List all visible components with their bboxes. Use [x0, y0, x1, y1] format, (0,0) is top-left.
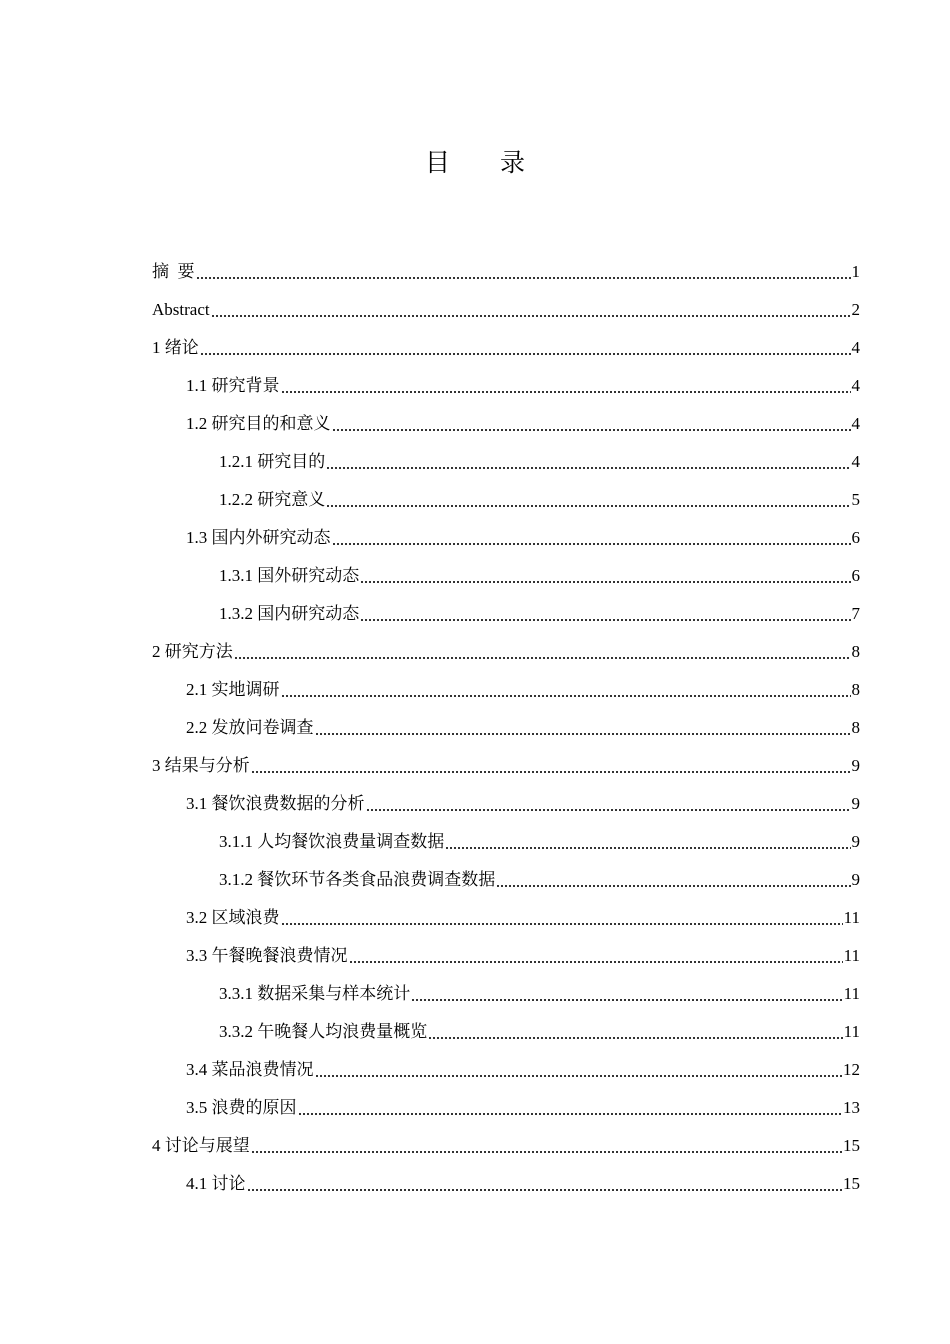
toc-leader-dots	[196, 277, 851, 279]
toc-entry-label: 1.1 研究背景	[186, 376, 280, 395]
toc-entry-label: 3.2 区域浪费	[186, 908, 280, 927]
toc-leader-dots	[411, 999, 842, 1001]
toc-entry-label: 3.1.2 餐饮环节各类食品浪费调查数据	[219, 870, 496, 889]
toc-entry-page: 4	[851, 452, 860, 471]
toc-leader-dots	[211, 315, 851, 317]
toc-entry-page: 13	[843, 1098, 860, 1117]
toc-leader-dots	[247, 1189, 843, 1191]
toc-entry-page: 11	[843, 984, 860, 1003]
toc-entry[interactable]	[152, 823, 860, 861]
toc-entry[interactable]	[152, 899, 860, 937]
toc-entry-label: 2.1 实地调研	[186, 680, 280, 699]
toc-entry-page: 11	[843, 1022, 860, 1041]
toc-entry[interactable]	[152, 1165, 860, 1203]
toc-entry-page: 2	[851, 300, 860, 319]
toc-leader-dots	[360, 581, 850, 583]
toc-entry[interactable]	[152, 1127, 860, 1165]
toc-leader-dots	[332, 543, 851, 545]
toc-entry-label: 3.1 餐饮浪费数据的分析	[186, 794, 365, 813]
toc-entry-page: 9	[851, 832, 860, 851]
page-title-char-2: 录	[500, 150, 526, 177]
toc-entry-page: 11	[843, 946, 860, 965]
toc-entry-page: 8	[851, 680, 860, 699]
toc-leader-dots	[445, 847, 850, 849]
toc-entry[interactable]	[152, 367, 860, 405]
toc-entry-page: 8	[851, 718, 860, 737]
toc-entry-label: 1.3.2 国内研究动态	[219, 604, 360, 623]
toc-entry-page: 9	[851, 756, 860, 775]
toc-entry-page: 4	[851, 414, 860, 433]
toc-entry-label: 3.1.1 人均餐饮浪费量调查数据	[219, 832, 445, 851]
toc-entry[interactable]	[152, 975, 860, 1013]
toc-entry-page: 12	[843, 1060, 860, 1079]
toc-entry-page: 4	[851, 338, 860, 357]
toc-entry[interactable]	[152, 633, 860, 671]
toc-entry-label: 3 结果与分析	[152, 756, 250, 775]
toc-entry[interactable]	[152, 861, 860, 899]
toc-entry-page: 8	[851, 642, 860, 661]
toc-leader-dots	[251, 771, 851, 773]
toc-leader-dots	[281, 391, 851, 393]
toc-entry-label: 1.2 研究目的和意义	[186, 414, 331, 433]
toc-entry-page: 7	[851, 604, 860, 623]
toc-entry-page: 6	[851, 566, 860, 585]
toc-entry[interactable]	[152, 1013, 860, 1051]
toc-entry-label: 4 讨论与展望	[152, 1136, 250, 1155]
toc-leader-dots	[281, 923, 843, 925]
toc-entry[interactable]	[152, 481, 860, 519]
toc-entry[interactable]	[152, 557, 860, 595]
toc-entry-page: 9	[851, 794, 860, 813]
toc-leader-dots	[315, 733, 851, 735]
toc-leader-dots	[360, 619, 850, 621]
page-title-char-1: 目	[424, 150, 450, 177]
toc-entry-page: 4	[851, 376, 860, 395]
toc-entry-label: 2.2 发放问卷调查	[186, 718, 314, 737]
toc-entry-page: 1	[851, 262, 860, 281]
page-title	[0, 146, 950, 182]
toc-entry[interactable]	[152, 291, 860, 329]
toc-leader-dots	[366, 809, 851, 811]
toc-leader-dots	[326, 467, 850, 469]
toc-leader-dots	[428, 1037, 842, 1039]
toc-entry-page: 9	[851, 870, 860, 889]
toc-entry-label: 3.5 浪费的原因	[186, 1098, 297, 1117]
toc-leader-dots	[200, 353, 851, 355]
toc-entry[interactable]	[152, 709, 860, 747]
toc-entry-label: 3.3.1 数据采集与样本统计	[219, 984, 411, 1003]
toc-entry[interactable]	[152, 1089, 860, 1127]
toc-entry-label: 1.2.1 研究目的	[219, 452, 326, 471]
toc-entry-label: 1.3.1 国外研究动态	[219, 566, 360, 585]
toc-entry-label: Abstract	[152, 300, 210, 319]
toc-entry-page: 6	[851, 528, 860, 547]
toc-leader-dots	[251, 1151, 842, 1153]
toc-leader-dots	[332, 429, 851, 431]
toc-entry-label: 1.3 国内外研究动态	[186, 528, 331, 547]
toc-entry[interactable]	[152, 519, 860, 557]
toc-leader-dots	[281, 695, 851, 697]
toc-entry-page: 15	[843, 1174, 860, 1193]
toc-entry[interactable]	[152, 443, 860, 481]
toc-entry-label: 1.2.2 研究意义	[219, 490, 326, 509]
toc-entry[interactable]	[152, 671, 860, 709]
toc-entry[interactable]	[152, 937, 860, 975]
toc-entry[interactable]	[152, 595, 860, 633]
toc-leader-dots	[496, 885, 850, 887]
toc-entry-page: 11	[843, 908, 860, 927]
toc-entry-label: 3.3 午餐晚餐浪费情况	[186, 946, 348, 965]
toc-leader-dots	[298, 1113, 843, 1115]
toc-entry[interactable]	[152, 1051, 860, 1089]
table-of-contents	[152, 253, 860, 1203]
toc-leader-dots	[234, 657, 851, 659]
toc-entry[interactable]	[152, 329, 860, 367]
toc-entry[interactable]	[152, 785, 860, 823]
toc-entry[interactable]	[152, 253, 860, 291]
toc-leader-dots	[349, 961, 843, 963]
toc-entry[interactable]	[152, 405, 860, 443]
toc-entry-page: 5	[851, 490, 860, 509]
toc-entry-label: 3.3.2 午晚餐人均浪费量概览	[219, 1022, 428, 1041]
toc-entry-label: 1 绪论	[152, 338, 199, 357]
toc-leader-dots	[326, 505, 850, 507]
toc-entry-label: 2 研究方法	[152, 642, 233, 661]
toc-entry-label: 摘 要	[152, 262, 195, 281]
toc-entry-label: 4.1 讨论	[186, 1174, 246, 1193]
toc-leader-dots	[315, 1075, 843, 1077]
toc-entry-label: 3.4 菜品浪费情况	[186, 1060, 314, 1079]
toc-entry[interactable]	[152, 747, 860, 785]
toc-entry-page: 15	[843, 1136, 860, 1155]
